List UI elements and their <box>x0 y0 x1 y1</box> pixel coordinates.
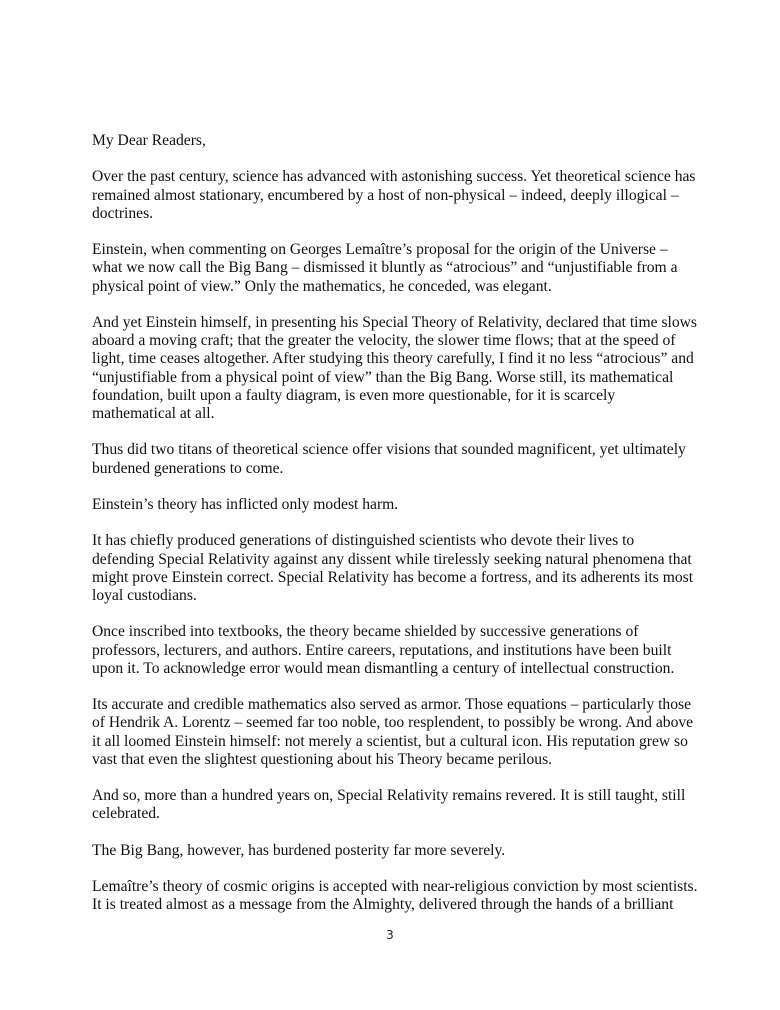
paragraph <box>92 168 696 223</box>
text-line: aboard a moving craft; that the greater the velocity, the slower time flows; that at the speed of <box>92 332 676 350</box>
text-line: remained almost stationary, encumbered by a host of non-physical – indeed, deeply illogical – <box>92 186 679 204</box>
text-line: The Big Bang, however, has burdened posterity far more severely. <box>92 841 506 859</box>
text-line: of Hendrik A. Lorentz – seemed far too noble, too resplendent, to possibly be wrong. And above <box>92 714 694 732</box>
text-line: It has chiefly produced generations of distinguished scientists who devote their lives to <box>92 532 635 550</box>
text-line: loyal custodians. <box>92 586 197 604</box>
paragraph <box>92 787 692 823</box>
greeting-text: My Dear Readers, <box>92 132 206 149</box>
text-line: celebrated. <box>92 805 160 823</box>
paragraph <box>92 241 692 296</box>
text-line: And so, more than a hundred years on, Special Relativity remains revered. It is still taught, still <box>92 787 686 805</box>
paragraph <box>92 532 692 605</box>
letter-body <box>92 132 698 933</box>
text-line: defending Special Relativity against any dissent while tirelessly seeking natural phenomena that <box>92 550 692 568</box>
text-line: foundation, built upon a faulty diagram, is even more questionable, for it is scarcely <box>92 386 616 404</box>
text-line: might prove Einstein correct. Special Relativity has become a fortress, and its adherents its most <box>92 568 694 586</box>
text-line: Once inscribed into textbooks, the theory became shielded by successive generations of <box>92 623 639 641</box>
paragraphs <box>92 168 698 914</box>
text-line: And yet Einstein himself, in presenting his Special Theory of Relativity, declared that time slows <box>92 313 697 331</box>
text-line: burdened generations to come. <box>92 459 284 477</box>
paragraph <box>92 313 697 423</box>
paragraph <box>92 878 698 914</box>
text-line: It is treated almost as a message from the Almighty, delivered through the hands of a brilliant <box>92 896 674 914</box>
text-line: “unjustifiable from a physical point of view” than the Big Bang. Worse still, its mathematical <box>92 368 674 386</box>
text-line: what we now call the Big Bang – dismissed it bluntly as “atrocious” and “unjustifiable from a <box>92 259 678 277</box>
text-line: doctrines. <box>92 204 154 222</box>
paragraph <box>92 441 692 477</box>
text-line: Lemaître’s theory of cosmic origins is accepted with near-religious conviction by most scientists. <box>92 878 698 896</box>
paragraph <box>92 496 692 514</box>
text-line: Einstein, when commenting on Georges Lemaître’s proposal for the origin of the Universe – <box>92 241 668 259</box>
text-line: Einstein’s theory has inflicted only modest harm. <box>92 495 399 513</box>
text-line: upon it. To acknowledge error would mean dismantling a century of intellectual construction. <box>92 659 675 677</box>
text-line: light, time ceases altogether. After studying this theory carefully, I find it no less “atrocious” and <box>92 350 694 368</box>
paragraph <box>92 842 692 860</box>
page-number: 3 <box>386 928 394 942</box>
text-line: professors, lecturers, and authors. Entire careers, reputations, and institutions have been built <box>92 641 672 659</box>
text-line: vast that even the slightest questioning about his Theory became perilous. <box>92 750 553 768</box>
greeting <box>92 132 692 150</box>
paragraph <box>92 696 692 769</box>
text-line: it all loomed Einstein himself: not merely a scientist, but a cultural icon. His reputation grew so <box>92 732 688 750</box>
text-line: physical point of view.” Only the mathematics, he conceded, was elegant. <box>92 277 552 295</box>
text-line: Its accurate and credible mathematics also served as armor. Those equations – particularly those <box>92 696 691 714</box>
text-line: Thus did two titans of theoretical science offer visions that sounded magnificent, yet ultimately <box>92 441 686 459</box>
text-line: Over the past century, science has advanced with astonishing success. Yet theoretical science has <box>92 168 696 186</box>
text-line: mathematical at all. <box>92 405 215 422</box>
paragraph <box>92 623 692 678</box>
